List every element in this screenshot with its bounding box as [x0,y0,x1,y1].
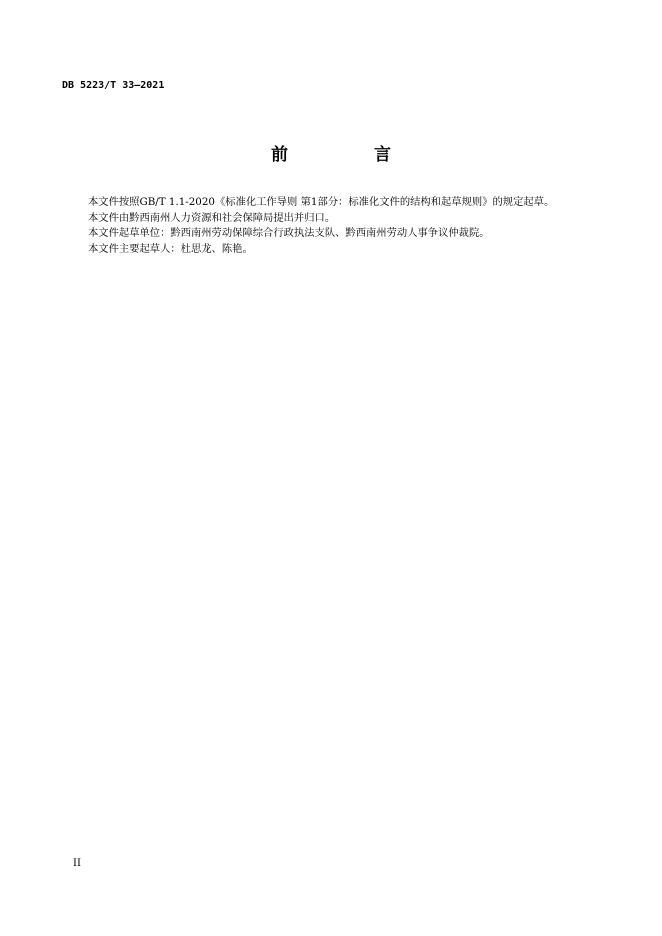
page-number: II [73,858,81,869]
paragraph-drafters: 本文件主要起草人：杜思龙、陈艳。 [88,242,253,255]
paragraph-proposer: 本文件由黔西南州人力资源和社会保障局提出并归口。 [88,211,336,224]
standard-code: DB 5223/T 33—2021 [62,80,165,91]
paragraph-drafting-units: 本文件起草单位：黔西南州劳动保障综合行政执法支队、黔西南州劳动人事争议仲裁院。 [88,227,490,239]
page-title: 前 言 [271,145,431,165]
foreword-body [62,195,602,257]
paragraph-drafting-basis: 本文件按照GB/T 1.1-2020《标准化工作导则 第1部分：标准化文件的结构和起草规则》的规定起草。 [88,196,555,208]
